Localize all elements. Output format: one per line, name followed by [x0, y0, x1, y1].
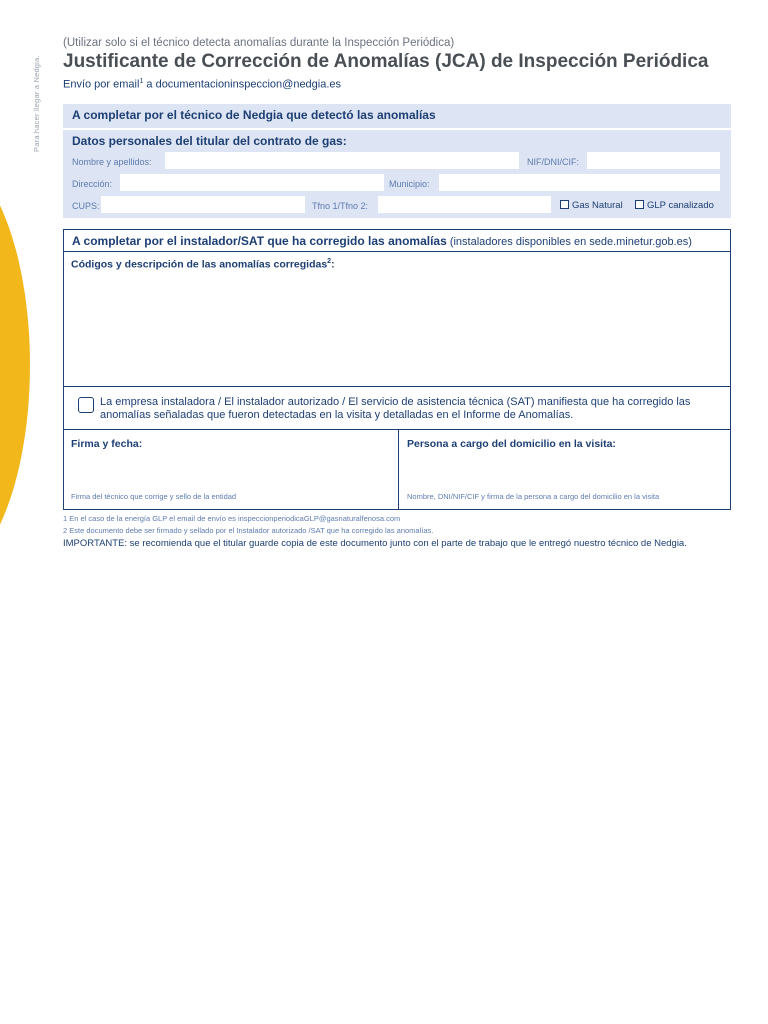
divider-line [64, 429, 730, 430]
important-note: IMPORTANTE: se recomienda que el titular guarde copia de este documento junto con el parte de trabajo que le entregó nuestro técnico de Nedgia. [63, 538, 687, 549]
person-in-charge-hint: Nombre, DNI/NIF/CIF y firma de la persona a cargo del domicilio en la visita [407, 492, 660, 501]
municipality-label: Municipio: [389, 179, 430, 189]
signature-label: Firma y fecha: [71, 438, 143, 450]
section-divider [63, 128, 731, 130]
declaration-text: La empresa instaladora / El instalador autorizado / El servicio de asistencia técnica (SAT) manifiesta que ha corregido las anomalías señaladas que fueron detectadas en la visita y detalladas en el Informe de Anomalías. [100, 396, 691, 421]
email-address: a documentacioninspeccion@nedgia.es [143, 78, 342, 91]
email-line [63, 78, 341, 91]
installer-title-note: (instaladores disponibles en sede.minetur.gob.es) [446, 236, 692, 248]
signature-hint: Firma del técnico que corrige y sello de la entidad [71, 492, 237, 501]
address-field[interactable] [120, 174, 384, 191]
phone-label: Tfno 1/Tfno 2: [312, 201, 369, 211]
page-title: Justificante de Corrección de Anomalías (JCA) de Inspección Periódica [63, 51, 709, 72]
technician-section [63, 104, 731, 218]
codes-colon: : [331, 258, 335, 271]
cups-label: CUPS: [72, 201, 100, 211]
usage-note: (Utilizar solo si el técnico detecta anomalías durante la Inspección Periódica) [63, 37, 455, 49]
codes-footnote-mark: 2 [327, 258, 332, 265]
glp-checkbox[interactable] [635, 200, 644, 209]
gas-natural-label: Gas Natural [572, 200, 623, 211]
declaration-checkbox[interactable] [78, 397, 94, 413]
email-footnote-mark: 1 [139, 78, 144, 85]
installer-section-title [72, 234, 692, 248]
column-divider [398, 429, 399, 509]
holder-data-subtitle: Datos personales del titular del contrato de gas: [72, 134, 347, 148]
address-label: Dirección: [72, 179, 113, 189]
codes-textarea[interactable] [64, 272, 730, 386]
nif-label: NIF/DNI/CIF: [527, 157, 579, 167]
installer-section [63, 229, 731, 510]
codes-label-text: Códigos y descripción de las anomalías corregidas [71, 258, 328, 271]
nif-field[interactable] [587, 152, 720, 169]
gas-natural-option[interactable] [560, 200, 623, 211]
phone-field[interactable] [378, 196, 551, 213]
installer-section-header [64, 230, 730, 252]
codes-label [71, 258, 335, 271]
cups-field[interactable] [101, 196, 305, 213]
footnote-2: 2 Este documento debe ser firmado y sellado por el Instalador autorizado /SAT que ha corregido las anomalías. [63, 526, 434, 535]
glp-label: GLP canalizado [647, 200, 714, 211]
footnote-1: 1 En el caso de la energía GLP el email de envío es inspeccionperiodicaGLP@gasnaturalfenosa.com [63, 514, 401, 523]
installer-title-bold: A completar por el instalador/SAT que ha corregido las anomalías [72, 234, 447, 248]
name-label: Nombre y apellidos: [72, 157, 152, 167]
name-field[interactable] [165, 152, 519, 169]
divider-line [64, 386, 730, 387]
municipality-field[interactable] [439, 174, 720, 191]
person-in-charge-label: Persona a cargo del domicilio en la visita: [407, 438, 616, 450]
technician-section-title: A completar por el técnico de Nedgia que detectó las anomalías [72, 108, 436, 122]
glp-option[interactable] [635, 200, 714, 211]
email-prefix: Envío por email [63, 78, 140, 91]
side-note: Para hacer llegar a Nedgia. [32, 55, 41, 152]
decorative-yellow-band [0, 150, 30, 580]
gas-natural-checkbox[interactable] [560, 200, 569, 209]
